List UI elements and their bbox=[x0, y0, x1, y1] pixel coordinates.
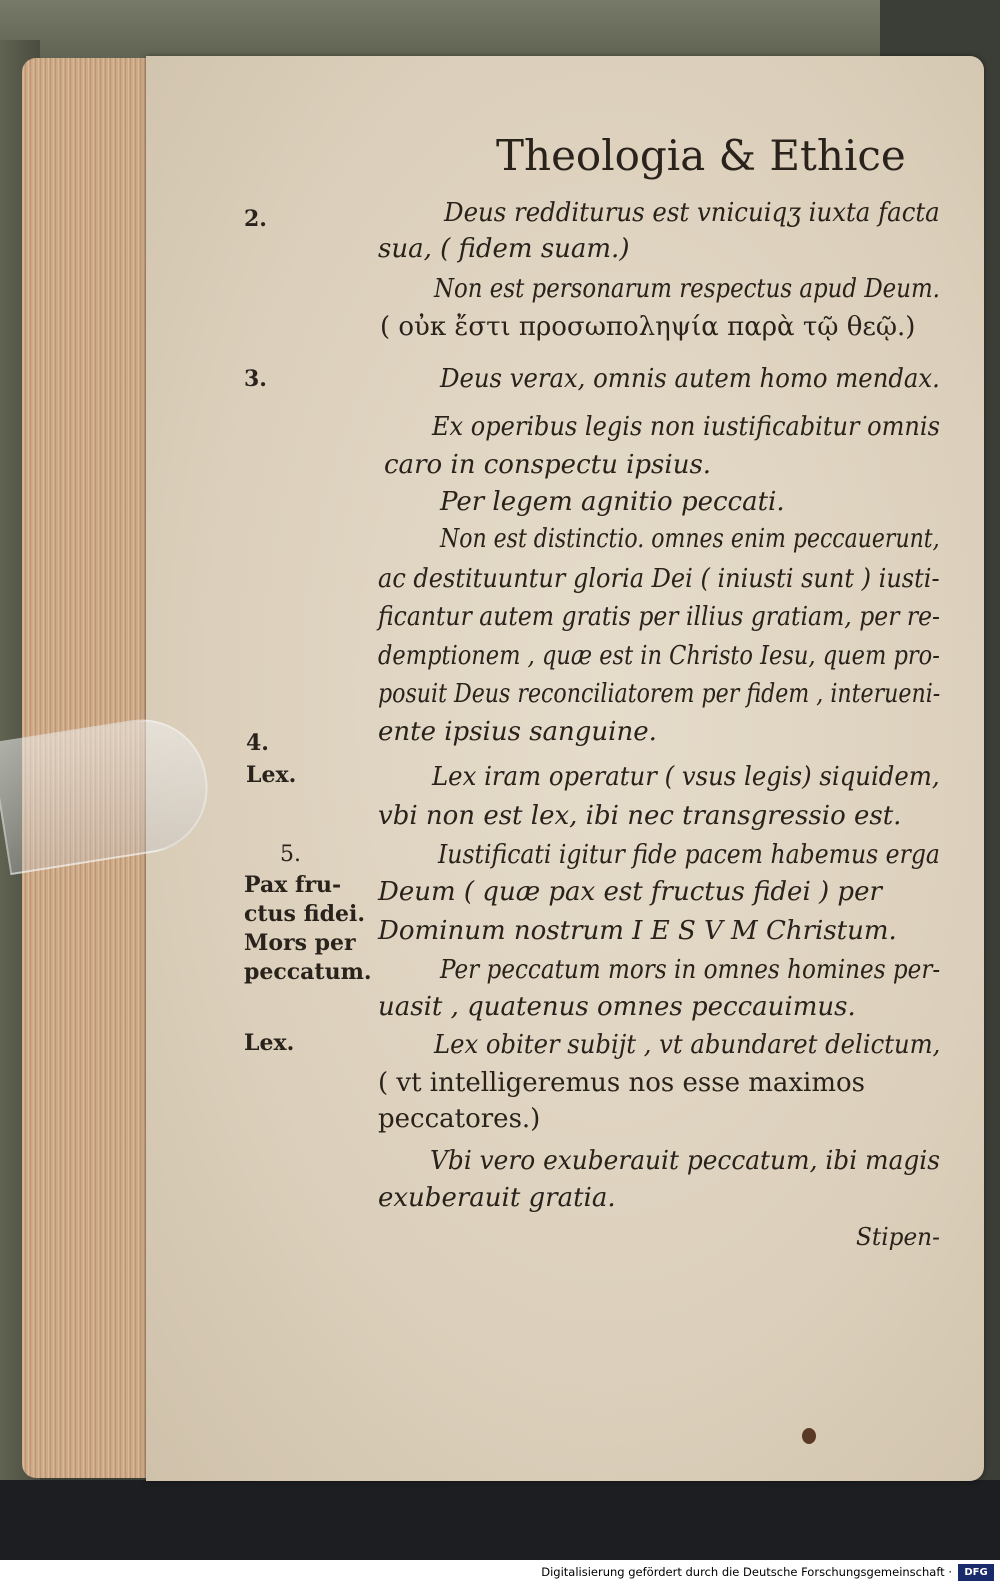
margin-note-lex-2: Lex. bbox=[244, 1030, 295, 1056]
text-line: Per legem agnitio peccati. bbox=[440, 487, 785, 517]
margin-number-3: 3. bbox=[244, 366, 267, 392]
text-line: Non est distinctio. omnes enim peccauerunt, bbox=[440, 524, 940, 554]
text-line-greek: ( οὐκ ἔστι προσωποληψία παρὰ τῷ θεῷ.) bbox=[380, 312, 916, 342]
running-head: Theologia & Ethice bbox=[496, 131, 906, 180]
cover-top-edge bbox=[0, 0, 880, 62]
text-line: Ex operibus legis non iustificabitur omnis bbox=[432, 412, 940, 442]
catchword: Stipen- bbox=[856, 1223, 940, 1251]
margin-number-4: 4. bbox=[246, 730, 269, 756]
dfg-logo: DFG bbox=[958, 1564, 994, 1581]
text-line: Lex iram operatur ( vsus legis) siquidem, bbox=[432, 762, 940, 792]
margin-note-lex-1: Lex. bbox=[246, 762, 297, 788]
ink-stain bbox=[802, 1428, 816, 1444]
text-line: sua, ( fidem suam.) bbox=[378, 234, 630, 264]
text-line: Per peccatum mors in omnes homines per- bbox=[440, 955, 941, 985]
text-line: Deum ( quæ pax est fructus fidei ) per bbox=[378, 877, 882, 907]
margin-note-pax-1: Pax fru- bbox=[244, 872, 342, 898]
margin-number-5: 5. bbox=[280, 842, 301, 867]
text-line: ente ipsius sanguine. bbox=[378, 717, 657, 747]
text-line: Vbi vero exuberauit peccatum, ibi magis bbox=[430, 1146, 940, 1176]
footer-bar bbox=[0, 1560, 1000, 1587]
text-line: peccatores.) bbox=[378, 1104, 541, 1134]
margin-note-mors-2: peccatum. bbox=[244, 959, 372, 985]
text-line: Deus redditurus est vnicuiqʒ iuxta facta bbox=[444, 198, 940, 228]
text-line: demptionem , quæ est in Christo Iesu, quem pro- bbox=[378, 641, 940, 671]
text-line: Deus verax, omnis autem homo mendax. bbox=[440, 364, 940, 394]
text-line: vbi non est lex, ibi nec transgressio est. bbox=[378, 801, 902, 831]
text-line: uasit , quatenus omnes peccauimus. bbox=[378, 992, 856, 1022]
text-line: Iustificati igitur fide pacem habemus erga bbox=[438, 840, 940, 870]
text-line: ac destituuntur gloria Dei ( iniusti sunt ) iusti- bbox=[378, 564, 940, 594]
text-line: posuit Deus reconciliatorem per fidem , interueni- bbox=[378, 679, 941, 709]
scan-background bbox=[0, 1480, 1000, 1560]
funding-credit: Digitalisierung gefördert durch die Deutsche Forschungsgemeinschaft · bbox=[541, 1565, 952, 1579]
margin-note-pax-2: ctus fidei. bbox=[244, 901, 365, 927]
margin-number-2: 2. bbox=[244, 206, 267, 232]
text-line: exuberauit gratia. bbox=[378, 1183, 616, 1213]
text-line: Non est personarum respectus apud Deum. bbox=[434, 274, 940, 304]
text-line: ficantur autem gratis per illius gratiam, per re- bbox=[378, 602, 940, 632]
text-line: caro in conspectu ipsius. bbox=[384, 450, 712, 480]
text-line: ( vt intelligeremus nos esse maximos bbox=[378, 1068, 866, 1098]
text-line: Dominum nostrum I E S V M Christum. bbox=[378, 916, 897, 946]
margin-note-mors-1: Mors per bbox=[244, 930, 356, 956]
text-line: Lex obiter subijt , vt abundaret delictum, bbox=[434, 1030, 941, 1060]
